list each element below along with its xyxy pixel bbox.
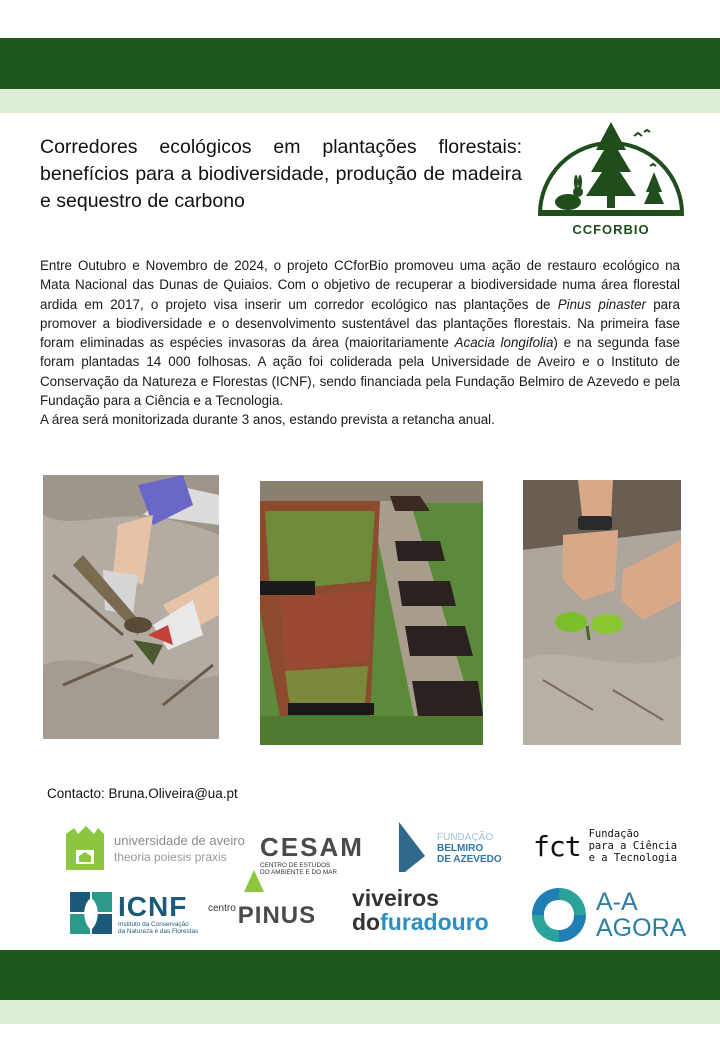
- ua-building-icon: [64, 826, 106, 872]
- paragraph-2: A área será monitorizada durante 3 anos, estando prevista a retancha anual.: [40, 412, 495, 428]
- icnf-leaf-icon: [70, 892, 112, 936]
- agora-swirl-icon: [530, 886, 588, 944]
- ccforbio-logo: [536, 114, 686, 244]
- bottom-banner-dark: [0, 950, 720, 1000]
- ccforbio-emblem-icon: [536, 114, 686, 222]
- contact-email: Contacto: Bruna.Oliveira@ua.pt: [47, 786, 238, 801]
- logo-viveiros-furadouro: viveiros dofuradouro: [352, 885, 489, 935]
- body-text: [40, 256, 680, 430]
- logo-agora: A-A AGORA: [530, 886, 686, 944]
- species-acacia: Acacia longifolia: [454, 335, 554, 351]
- photo-seedling-trays: [260, 481, 483, 745]
- fbz-mark-icon: [395, 822, 431, 874]
- logo-icnf: ICNF Instituto da Conservação da Natureza e das Florestas: [70, 892, 198, 936]
- pinus-tree-icon: [240, 870, 280, 894]
- photo-seedling-hands: [523, 480, 681, 745]
- top-banner-light: [0, 89, 720, 113]
- logo-universidade-aveiro: universidade de aveiro theoria poiesis praxis: [64, 826, 245, 872]
- logo-cesam: CESAM CENTRO DE ESTUDOS DO AMBIENTE E DO MAR: [260, 832, 364, 876]
- bottom-banner-light: [0, 1000, 720, 1024]
- logo-centro-pinus: centro PINUS: [208, 886, 316, 930]
- ccforbio-logo-text: CCFORBIO: [572, 222, 650, 237]
- logo-fct: fct Fundação para a Ciência e a Tecnologia: [533, 828, 678, 864]
- photo-planting-hands: [43, 475, 219, 739]
- logo-fundacao-belmiro-azevedo: FUNDAÇÃO BELMIRO DE AZEVEDO: [395, 822, 502, 874]
- page-title: Corredores ecológicos em plantações florestais: benefícios para a biodiversidade, produção de madeira e sequestro de carbono: [40, 136, 522, 212]
- top-banner-dark: [0, 38, 720, 89]
- species-pinus: Pinus pinaster: [557, 296, 647, 312]
- paragraph-1: Entre Outubro e Novembro de 2024, o projeto CCforBio promoveu uma ação de restauro ecológico na Mata Nacional das Dunas de Quiaios. Com o objetivo de recuperar a biodiversidade numa área florestal ardida em 2017, o projeto visa inserir um corredor ecológico nas plantações de Pinus pinaster para promover a biodiversidade e o desenvolvimento sustentável das plantações florestais. Na primeira fase foram eliminadas as espécies invasoras da área (maioritariamente Acacia longifolia) e na segunda fase foram plantadas 14 000 folhosas. A ação foi coliderada pela Universidade de Aveiro e o Instituto de Conservação da Natureza e Florestas (ICNF), sendo financiada pela Fundação Belmiro de Azevedo e pela Fundação para a Ciência e a Tecnologia.: [40, 258, 681, 409]
